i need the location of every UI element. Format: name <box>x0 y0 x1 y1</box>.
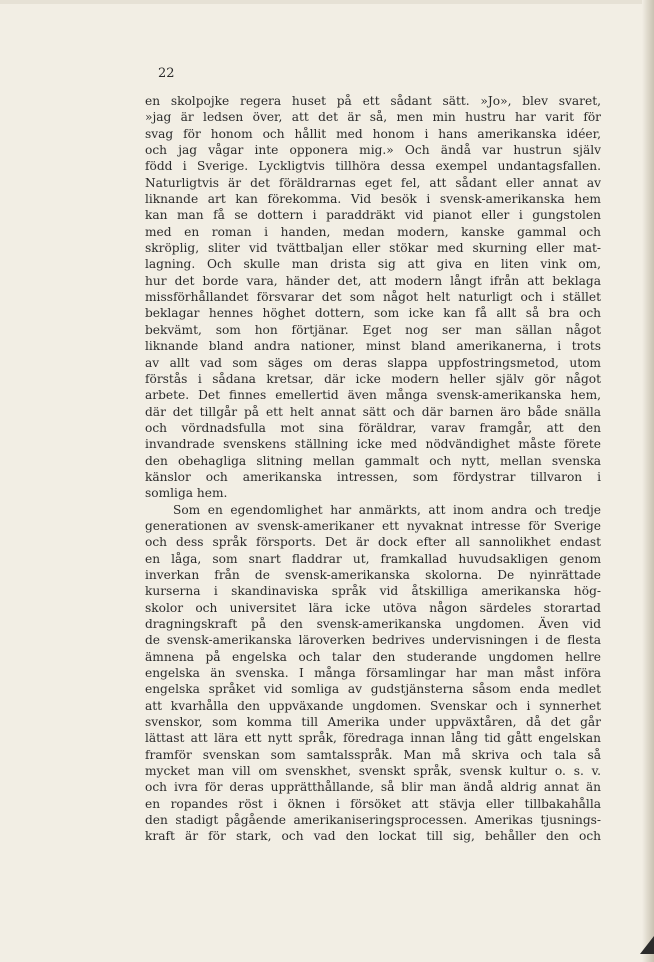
page-right-edge <box>642 0 654 962</box>
text-line: mycket man vill om svenskhet, svenskt språk, svensk kultur o. s. v. <box>145 764 601 779</box>
text-line: och jag vågar inte opponera mig.» Och ändå var hustrun själv <box>145 143 601 158</box>
paragraph-end-line: somliga hem. <box>145 486 228 501</box>
text-line: av allt vad som säges om deras slappa uppfostringsmetod, utom <box>145 355 601 370</box>
text-line: den obehagliga slitning mellan gammalt och nytt, mellan svenska <box>145 453 601 468</box>
paragraph-start-line: Som en egendomlighet har anmärkts, att inom andra och tredje <box>173 502 601 517</box>
text-line: framför svenskan som samtalsspråk. Man må skriva och tala så <box>145 747 601 762</box>
text-line: ämnena på engelska och talar den studerande ungdomen hellre <box>145 649 601 664</box>
text-line: de svensk-amerikanska läroverken bedrives undervisningen i de flesta <box>145 633 601 648</box>
text-line: dragningskraft på den svensk-amerikanska ungdomen. Även vid <box>145 617 601 631</box>
text-line: att kvarhålla den uppväxande ungdomen. Svenskar och i synnerhet <box>145 698 601 713</box>
text-line: arbete. Det finnes emellertid även många svensk-amerikanska hem, <box>145 388 601 403</box>
text-line: kraft är för stark, och vad den lockat till sig, behåller den och <box>145 829 601 844</box>
text-line: inverkan från de svensk-amerikanska skolorna. De nyinrättade <box>145 567 601 582</box>
text-line: född i Sverige. Lyckligtvis tillhöra dessa exempel undantagsfallen. <box>145 159 601 174</box>
text-line: »jag är ledsen över, att det är så, men min hustru har varit för <box>145 110 601 125</box>
text-line: hur det borde vara, händer det, att modern långt ifrån att beklaga <box>145 273 601 288</box>
text-line: liknande art kan förekomma. Vid besök i svensk-amerikanska hem <box>145 192 601 207</box>
text-line: kan man få se dottern i paraddräkt vid pianot eller i gungstolen <box>145 208 601 223</box>
text-line: bekvämt, som hon förtjänar. Eget nog ser man sällan något <box>145 322 601 337</box>
text-line: förstås i sådana kretsar, där icke modern heller själv gör något <box>145 371 601 386</box>
text-line: Naturligtvis är det föräldrarnas eget fel, att sådant eller annat av <box>145 175 601 190</box>
text-line: med en roman i handen, medan modern, kanske gammal och <box>145 224 601 239</box>
text-line: skolor och universitet lära icke utöva någon särdeles storartad <box>145 600 601 615</box>
text-line: lagning. Och skulle man drista sig att giva en liten vink om, <box>145 257 601 272</box>
text-line: en ropandes röst i öknen i försöket att stävja eller tillbakahålla <box>145 796 601 811</box>
text-line: generationen av svensk-amerikaner ett nyvaknat intresse för Sverige <box>145 518 601 533</box>
text-line: svag för honom och hållit med honom i hans amerikanska idéer, <box>145 126 601 141</box>
text-line: missförhållandet försvarar det som något helt naturligt och i stället <box>145 290 601 305</box>
text-line: beklagar hennes höghet dottern, som icke kan få allt så bra och <box>145 306 601 321</box>
text-line: invandrade svenskens ställning icke med nödvändighet måste förete <box>145 437 601 452</box>
text-line: känslor och amerikanska intressen, som fördystrar tillvaron i <box>145 469 601 484</box>
text-line: och vördnadsfulla mot sina föräldrar, varav framgår, att den <box>145 420 601 435</box>
text-line: engelska än svenska. I många församlingar har man måst införa <box>145 666 601 681</box>
page-number: 22 <box>158 66 175 81</box>
text-line: skröplig, sliter vid tvättbaljan eller stökar med skurning eller mat- <box>145 241 601 256</box>
text-line: och dess språk försports. Det är dock efter all sannolikhet endast <box>145 535 601 550</box>
text-line: kurserna i skandinaviska språk vid åtskilliga amerikanska hög- <box>145 584 601 599</box>
page-top-edge <box>0 0 654 4</box>
text-line: en skolpojke regera huset på ett sådant sätt. »Jo», blev svaret, <box>145 94 601 108</box>
text-line: svenskor, som komma till Amerika under uppväxtåren, då det går <box>145 715 601 730</box>
text-line: där det tillgår på ett helt annat sätt och där barnen äro både snälla <box>145 404 601 419</box>
text-line: lättast att lära ett nytt språk, föredraga innan lång tid gått engelskan <box>145 731 601 746</box>
text-line: liknande bland andra nationer, minst bland amerikanerna, i trots <box>145 339 601 354</box>
text-line: engelska språket vid somliga av gudstjänsterna såsom enda medlet <box>145 682 601 697</box>
body-text <box>145 93 601 845</box>
text-line: en låga, som snart fladdrar ut, framkallad huvudsakligen genom <box>145 551 601 566</box>
text-line: den stadigt pågående amerikaniseringsprocessen. Amerikas tjusnings- <box>145 813 601 828</box>
text-line: och ivra för deras upprätthållande, så blir man ändå aldrig annat än <box>145 780 601 795</box>
